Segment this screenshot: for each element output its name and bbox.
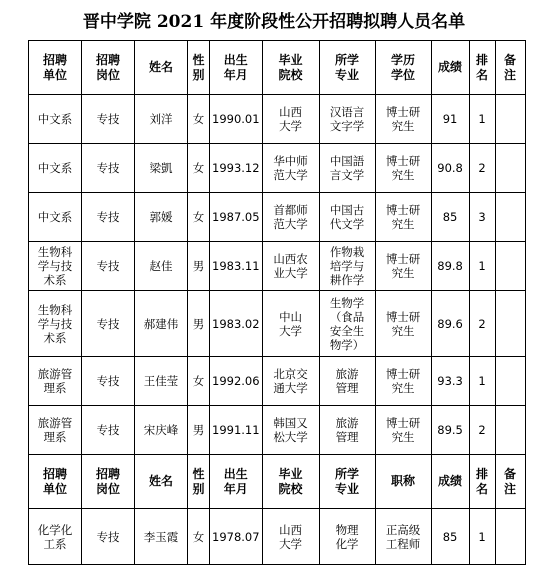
cell-birth: 1991.11 <box>210 406 263 455</box>
cell-name: 李玉霞 <box>135 509 188 565</box>
cell-major: 物理 化学 <box>319 509 375 565</box>
cell-unit: 旅游管 理系 <box>29 406 82 455</box>
cell-degree: 博士研 究生 <box>375 193 431 242</box>
cell-score: 93.3 <box>431 357 469 406</box>
header-position: 招聘 岗位 <box>82 455 135 509</box>
cell-gender: 女 <box>188 144 210 193</box>
cell-remark <box>495 95 525 144</box>
cell-degree: 博士研 究生 <box>375 406 431 455</box>
cell-score: 89.8 <box>431 242 469 291</box>
header-major: 所学 专业 <box>319 41 375 95</box>
header-gender: 性 别 <box>188 455 210 509</box>
cell-position: 专技 <box>82 509 135 565</box>
cell-remark <box>495 509 525 565</box>
cell-major: 旅游 管理 <box>319 357 375 406</box>
header-unit: 招聘 单位 <box>29 455 82 509</box>
cell-rank: 2 <box>469 291 495 357</box>
cell-remark <box>495 144 525 193</box>
header-birth: 出生 年月 <box>210 41 263 95</box>
cell-gender: 女 <box>188 193 210 242</box>
header-remark: 备 注 <box>495 41 525 95</box>
header-school: 毕业 院校 <box>262 455 319 509</box>
cell-degree: 博士研 究生 <box>375 95 431 144</box>
cell-school: 中山 大学 <box>262 291 319 357</box>
cell-birth: 1978.07 <box>210 509 263 565</box>
cell-position: 专技 <box>82 357 135 406</box>
cell-score: 89.5 <box>431 406 469 455</box>
header-gender: 性 别 <box>188 41 210 95</box>
cell-degree: 博士研 究生 <box>375 144 431 193</box>
header-score: 成绩 <box>431 41 469 95</box>
cell-unit: 中文系 <box>29 95 82 144</box>
cell-school: 山西 大学 <box>262 509 319 565</box>
cell-major: 中国古 代文学 <box>319 193 375 242</box>
page-title: 晋中学院 2021 年度阶段性公开招聘拟聘人员名单 <box>82 12 466 32</box>
table-row <box>29 406 526 455</box>
header-score: 成绩 <box>431 455 469 509</box>
cell-rank: 1 <box>469 95 495 144</box>
cell-unit: 中文系 <box>29 144 82 193</box>
cell-school: 北京交 通大学 <box>262 357 319 406</box>
table-row <box>29 291 526 357</box>
cell-birth: 1983.11 <box>210 242 263 291</box>
cell-score: 89.6 <box>431 291 469 357</box>
cell-rank: 1 <box>469 509 495 565</box>
cell-gender: 女 <box>188 95 210 144</box>
header-major: 所学 专业 <box>319 455 375 509</box>
cell-school: 首都师 范大学 <box>262 193 319 242</box>
header-unit: 招聘 单位 <box>29 41 82 95</box>
cell-remark <box>495 357 525 406</box>
cell-school: 华中师 范大学 <box>262 144 319 193</box>
cell-birth: 1993.12 <box>210 144 263 193</box>
header-name: 姓名 <box>135 41 188 95</box>
cell-name: 郝建伟 <box>135 291 188 357</box>
cell-gender: 女 <box>188 357 210 406</box>
table-header-row <box>29 41 526 95</box>
cell-position: 专技 <box>82 193 135 242</box>
cell-school: 山西 大学 <box>262 95 319 144</box>
cell-degree: 博士研 究生 <box>375 291 431 357</box>
cell-degree: 博士研 究生 <box>375 242 431 291</box>
cell-name: 赵佳 <box>135 242 188 291</box>
cell-remark <box>495 193 525 242</box>
table-row <box>29 144 526 193</box>
header-position: 招聘 岗位 <box>82 41 135 95</box>
cell-unit: 化学化 工系 <box>29 509 82 565</box>
cell-rank: 3 <box>469 193 495 242</box>
cell-position: 专技 <box>82 242 135 291</box>
table-row <box>29 193 526 242</box>
cell-name: 郭媛 <box>135 193 188 242</box>
table-row <box>29 242 526 291</box>
header-name: 姓名 <box>135 455 188 509</box>
cell-score: 91 <box>431 95 469 144</box>
recruitment-table <box>28 40 526 565</box>
header-rank: 排 名 <box>469 41 495 95</box>
cell-birth: 1992.06 <box>210 357 263 406</box>
table-row <box>29 357 526 406</box>
cell-unit: 旅游管 理系 <box>29 357 82 406</box>
cell-school: 韩国又 松大学 <box>262 406 319 455</box>
cell-unit: 生物科 学与技 术系 <box>29 242 82 291</box>
cell-name: 王佳莹 <box>135 357 188 406</box>
table-header-row <box>29 455 526 509</box>
cell-gender: 男 <box>188 242 210 291</box>
cell-position: 专技 <box>82 291 135 357</box>
cell-score: 85 <box>431 509 469 565</box>
cell-position: 专技 <box>82 95 135 144</box>
cell-birth: 1983.02 <box>210 291 263 357</box>
table-row <box>29 95 526 144</box>
header-rank: 排 名 <box>469 455 495 509</box>
header-birth: 出生 年月 <box>210 455 263 509</box>
cell-rank: 1 <box>469 357 495 406</box>
header-school: 毕业 院校 <box>262 41 319 95</box>
cell-major: 汉语言 文字学 <box>319 95 375 144</box>
cell-name: 宋庆峰 <box>135 406 188 455</box>
cell-unit: 中文系 <box>29 193 82 242</box>
cell-score: 85 <box>431 193 469 242</box>
cell-school: 山西农 业大学 <box>262 242 319 291</box>
cell-major: 中国語 言文学 <box>319 144 375 193</box>
cell-gender: 男 <box>188 406 210 455</box>
cell-birth: 1987.05 <box>210 193 263 242</box>
cell-name: 刘洋 <box>135 95 188 144</box>
cell-position: 专技 <box>82 406 135 455</box>
cell-birth: 1990.01 <box>210 95 263 144</box>
cell-remark <box>495 291 525 357</box>
cell-degree: 正高级 工程师 <box>375 509 431 565</box>
cell-degree: 博士研 究生 <box>375 357 431 406</box>
cell-major: 作物栽 培学与 耕作学 <box>319 242 375 291</box>
cell-major: 旅游 管理 <box>319 406 375 455</box>
header-remark: 备 注 <box>495 455 525 509</box>
cell-name: 梁凱 <box>135 144 188 193</box>
cell-gender: 女 <box>188 509 210 565</box>
cell-remark <box>495 242 525 291</box>
cell-rank: 2 <box>469 144 495 193</box>
cell-gender: 男 <box>188 291 210 357</box>
cell-remark <box>495 406 525 455</box>
cell-rank: 2 <box>469 406 495 455</box>
cell-major: 生物学 （食品 安全生 物学） <box>319 291 375 357</box>
cell-position: 专技 <box>82 144 135 193</box>
cell-score: 90.8 <box>431 144 469 193</box>
table-row <box>29 509 526 565</box>
cell-rank: 1 <box>469 242 495 291</box>
header-degree: 职称 <box>375 455 431 509</box>
cell-unit: 生物科 学与技 术系 <box>29 291 82 357</box>
header-degree: 学历 学位 <box>375 41 431 95</box>
